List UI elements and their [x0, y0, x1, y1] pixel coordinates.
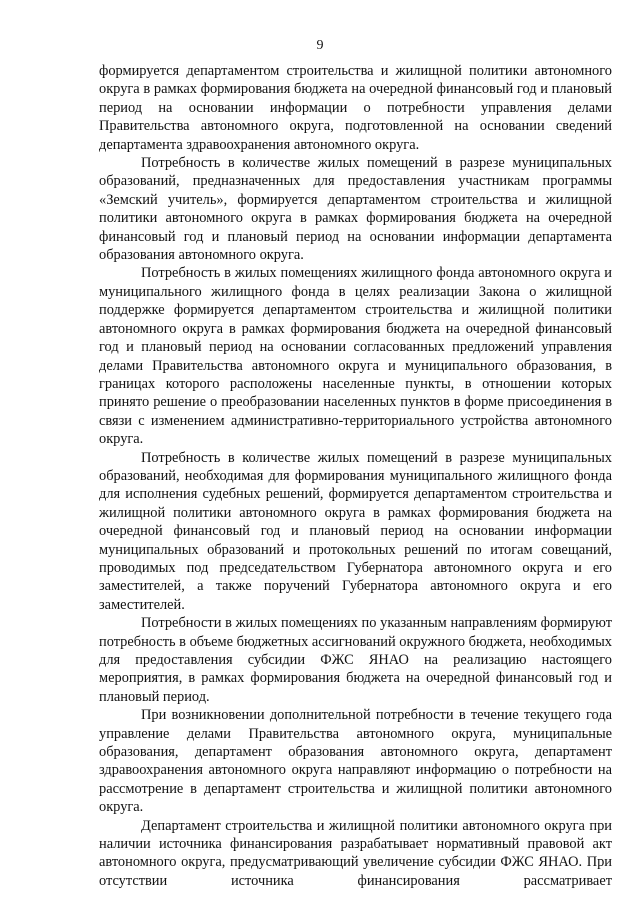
paragraph-3: Потребность в жилых помещениях жилищного фонда автономного округа и муниципального жилищного фонда в целях реализации Закона о жилищной поддержке формируется департаментом строительства и жилищной политики автономного округа в рамках формирования бюджета на очередной финансовый год и плановый период на основании согласованных предложений управления делами Правительства автономного округа и муниципального образования, в границах которого расположены населенные пункты, в отношении которых принято решение о преобразовании населенных пунктов в форме присоединения в связи с изменением административно-территориального устройства автономного округа.	[99, 265, 612, 448]
page-number: 9	[316, 38, 324, 53]
paragraph-5: Потребности в жилых помещениях по указанным направлениям формируют потребность в объеме бюджетных ассигнований окружного бюджета, необходимых для предоставления субсидии ФЖС ЯНАО на реализацию настоящего мероприятия, в рамках формирования бюджета на очередной финансовый год и плановый период.	[99, 615, 612, 705]
paragraph-7: Департамент строительства и жилищной политики автономного округа при наличии источника финансирования разрабатывает нормативный правовой акт автономного округа, предусматривающий увеличение субсидии ФЖС ЯНАО. При отсутствии источника финансирования рассматривает	[99, 817, 612, 889]
paragraph-1: формируется департаментом строительства и жилищной политики автономного округа в рамках формирования бюджета на очередной финансовый год и плановый период на основании информации о потребности управления делами Правительства автономного округа, подготовленной на основании сведений департамента здравоохранения автономного округа.	[99, 63, 612, 153]
document-body	[99, 62, 612, 890]
paragraph-2: Потребность в количестве жилых помещений в разрезе муниципальных образований, предназначенных для предоставления участникам программы «Земский учитель», формируется департаментом строительства и жилищной политики автономного округа в рамках формирования бюджета на очередной финансовый год и плановый период на основании информации департамента образования автономного округа.	[99, 155, 612, 264]
paragraph-6: При возникновении дополнительной потребности в течение текущего года управление делами Правительства автономного округа, муниципальные образования, департамент образования автономного округа, департамент здравоохранения автономного округа направляют информацию о потребности на рассмотрение в департамент строительства и жилищной политики автономного округа.	[99, 707, 612, 816]
paragraph-4: Потребность в количестве жилых помещений в разрезе муниципальных образований, необходимая для формирования муниципального жилищного фонда для исполнения судебных решений, формируется департаментом строительства и жилищной политики автономного округа в рамках формирования бюджета на очередной финансовый год и плановый период на основании информации муниципальных образований и протокольных решений по итогам совещаний, проводимых под председательством Губернатора автономного округа и его заместителей, а также поручений Губернатора автономного округа и его заместителей.	[99, 449, 612, 613]
